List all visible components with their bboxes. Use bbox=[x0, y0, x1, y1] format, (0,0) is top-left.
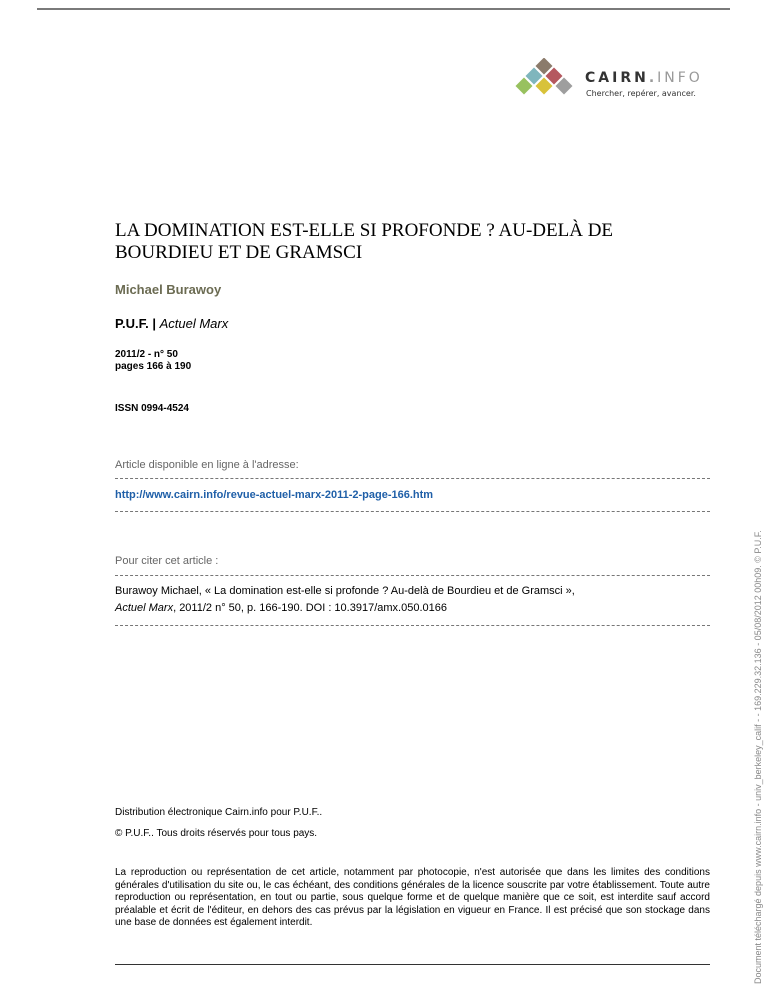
issn: ISSN 0994-4524 bbox=[115, 403, 189, 414]
publisher-separator: | bbox=[148, 316, 160, 331]
citation-journal: Actuel Marx bbox=[115, 602, 174, 614]
online-label: Article disponible en ligne à l'adresse: bbox=[115, 459, 299, 471]
publisher-name: P.U.F. bbox=[115, 316, 149, 331]
article-url-link[interactable]: http://www.cairn.info/revue-actuel-marx-2011-2-page-166.htm bbox=[115, 489, 434, 501]
citation-details: , 2011/2 n° 50, p. 166-190. DOI : 10.3917/amx.050.0166 bbox=[173, 602, 447, 614]
divider bbox=[115, 625, 710, 626]
logo-brand-main: CAIRN bbox=[585, 70, 649, 86]
logo-wordmark bbox=[585, 70, 703, 86]
top-rule bbox=[37, 8, 730, 10]
download-watermark: Document téléchargé depuis www.cairn.info - univ_berkeley_calif - - 169.229.32.136 - 05/08/2012 00h09. © P.U.F. bbox=[753, 530, 763, 984]
publisher-line bbox=[115, 316, 228, 331]
cite-label: Pour citer cet article : bbox=[115, 555, 219, 567]
copyright-notice: © P.U.F.. Tous droits réservés pour tous pays. bbox=[115, 828, 318, 839]
article-title: LA DOMINATION EST-ELLE SI PROFONDE ? AU-DELÀ DE BOURDIEU ET DE GRAMSCI bbox=[115, 220, 614, 263]
bottom-rule bbox=[115, 964, 710, 965]
article-author: Michael Burawoy bbox=[115, 282, 222, 297]
divider bbox=[115, 511, 710, 512]
divider bbox=[115, 478, 710, 479]
journal-name: Actuel Marx bbox=[159, 316, 229, 331]
citation-line-1: Burawoy Michael, « La domination est-elle si profonde ? Au-delà de Bourdieu et de Gramsci », bbox=[115, 585, 575, 597]
distribution-notice: Distribution électronique Cairn.info pour P.U.F.. bbox=[115, 807, 323, 818]
legal-notice: La reproduction ou représentation de cet article, notamment par photocopie, n'est autorisée que dans les limites des conditions générales d'utilisation du site ou, le cas échéant, des conditions générales de la licence souscrite par votre établissement. Toute autre reproduction ou représentation, en tout ou partie, sous quelque forme et de quelque manière que ce soit, est interdite sauf accord préalable et écrit de l'éditeur, en dehors des cas prévus par la législation en vigueur en France. Il est précisé que son stockage dans une base de données est également interdit. bbox=[115, 867, 710, 928]
logo-tagline: Chercher, repérer, avancer. bbox=[586, 89, 696, 98]
citation-line-2 bbox=[115, 602, 447, 614]
logo-brand-dot: . bbox=[648, 70, 658, 86]
logo-brand-suffix: INFO bbox=[657, 70, 703, 86]
page-range: pages 166 à 190 bbox=[115, 361, 192, 372]
divider bbox=[115, 575, 710, 576]
issue-number: 2011/2 - n° 50 bbox=[115, 349, 178, 360]
